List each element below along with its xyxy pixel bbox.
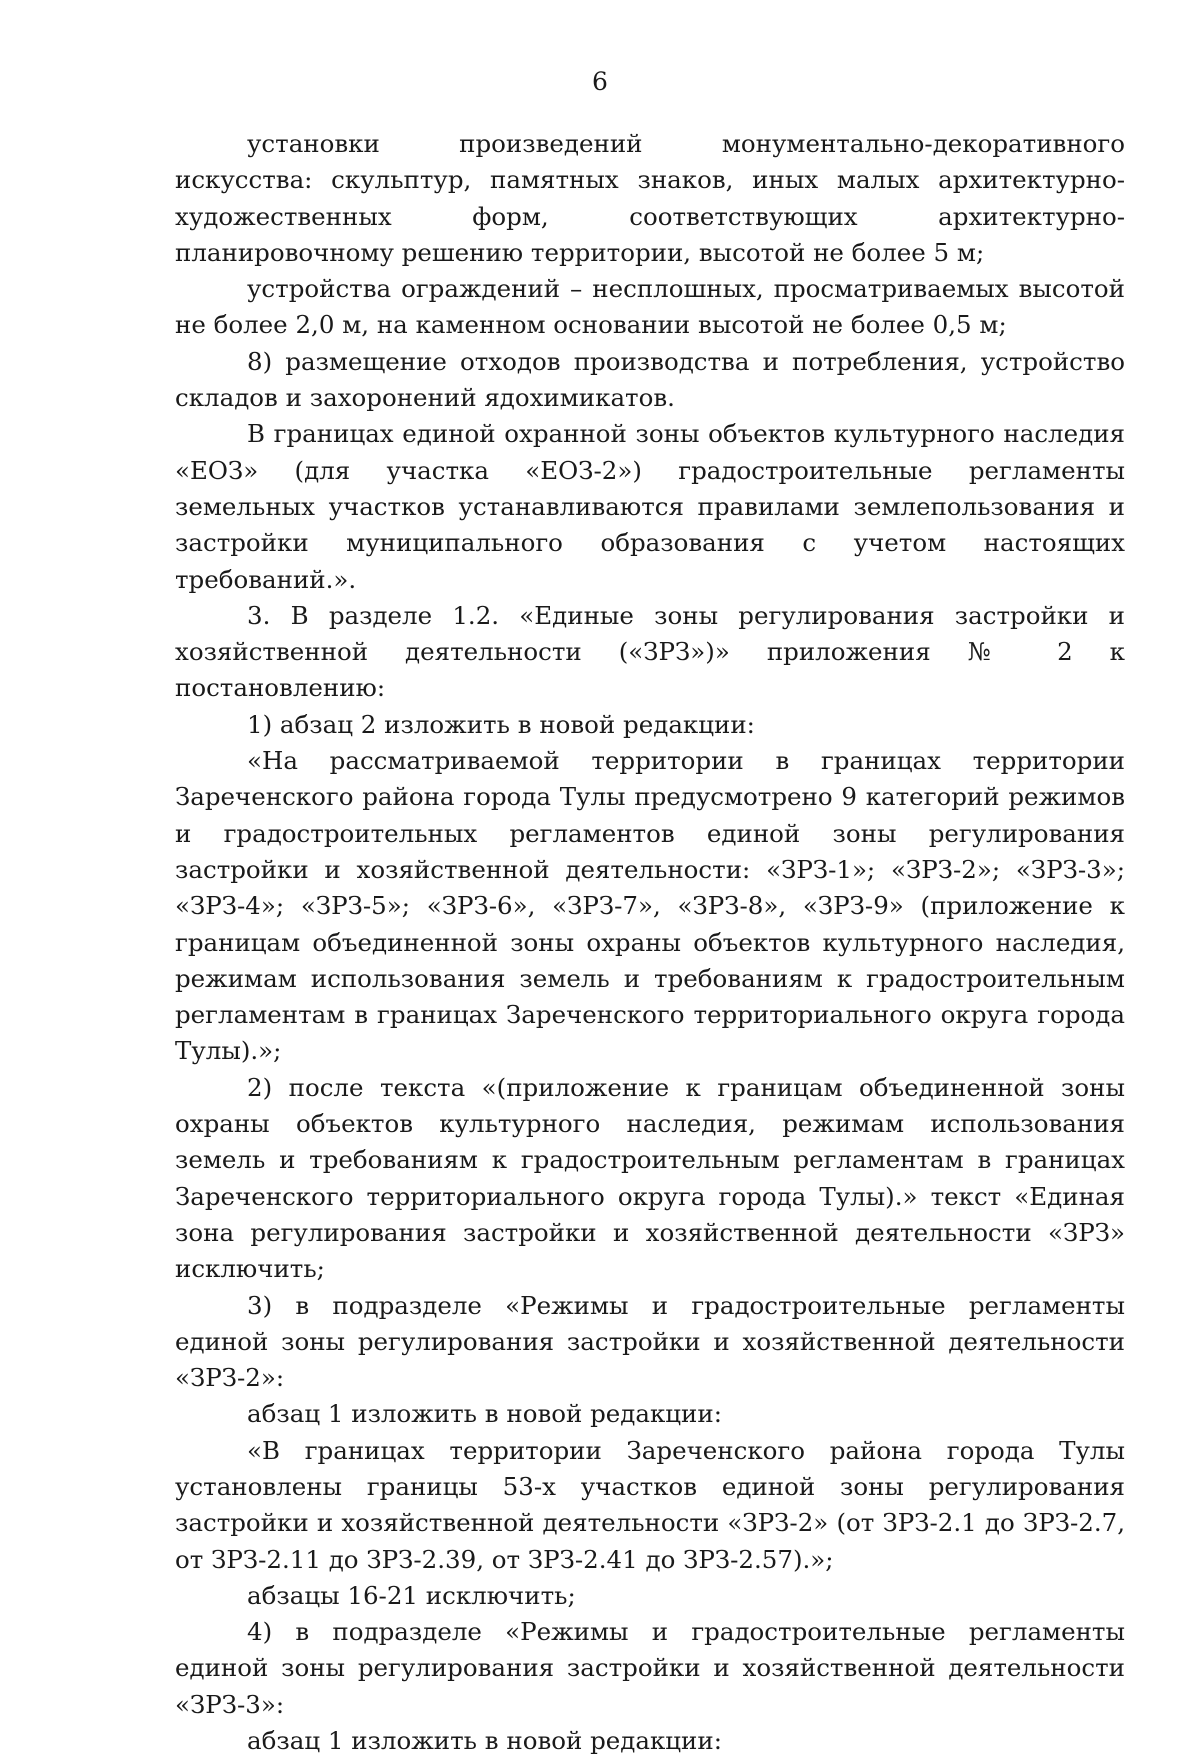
paragraph: 8) размещение отходов производства и потребления, устройство складов и захоронений ядохимикатов. — [175, 346, 1125, 413]
paragraph: абзацы 16-21 исключить; — [247, 1580, 576, 1610]
paragraph: «На рассматриваемой территории в границах территории Зареченского района города Тулы предусмотрено 9 категорий режимов и градостроительных регламентов единой зоны регулирования застройки и хозяйственной деятельности: «ЗРЗ-1»; «ЗРЗ-2»; «ЗРЗ-3»; «ЗРЗ-4»; «ЗРЗ-5»; «ЗРЗ-6», «ЗРЗ-7», «ЗРЗ-8», «ЗРЗ-9» (приложение к границам объединенной зоны охраны объектов культурного наследия, режимам использования земель и требованиям к градостроительным регламентам в границах Зареченского территориального округа города Тулы).»; — [175, 746, 1125, 1066]
paragraph: 1) абзац 2 изложить в новой редакции: — [247, 709, 755, 739]
paragraph: 3) в подразделе «Режимы и градостроительные регламенты единой зоны регулирования застройки и хозяйственной деятельности «ЗРЗ-2»: — [175, 1290, 1125, 1393]
paragraph: установки произведений монументально-декоративного искусства: скульптур, памятных знаков, иных малых архитектурно-художественных форм, соответствующих архитектурно-планировочному решению территории, высотой не более 5 м; — [175, 129, 1125, 267]
paragraph: 4) в подразделе «Режимы и градостроительные регламенты единой зоны регулирования застройки и хозяйственной деятельности «ЗРЗ-3»: — [175, 1617, 1125, 1719]
paragraph: абзац 1 изложить в новой редакции: — [247, 1399, 722, 1429]
paragraph: абзац 1 изложить в новой редакции: — [247, 1726, 722, 1756]
page-number: 6 — [592, 67, 608, 96]
paragraph: 2) после текста «(приложение к границам объединенной зоны охраны объектов культурного наследия, режимам использования земель и требованиям к градостроительным регламентам в границах Зареченского территориального округа города Тулы).» текст «Единая зона регулирования застройки и хозяйственной деятельности «ЗРЗ» исключить; — [175, 1072, 1125, 1284]
paragraph: устройства ограждений – несплошных, просматриваемых высотой не более 2,0 м, на каменном основании высотой не более 0,5 м; — [175, 274, 1125, 340]
paragraph: 3. В разделе 1.2. «Единые зоны регулирования застройки и хозяйственной деятельности («ЗРЗ»)» приложения № 2 к постановлению: — [175, 600, 1125, 703]
paragraph: «В границах территории Зареченского района города Тулы установлены границы 53-х участков единой зоны регулирования застройки и хозяйственной деятельности «ЗРЗ-2» (от ЗРЗ-2.1 до ЗРЗ-2.7, от ЗРЗ-2.11 до ЗРЗ-2.39, от ЗРЗ-2.41 до ЗРЗ-2.57).»; — [175, 1435, 1125, 1574]
paragraph: В границах единой охранной зоны объектов культурного наследия «ЕОЗ» (для участка «ЕОЗ-2») градостроительные регламенты земельных участков устанавливаются правилами землепользования и застройки муниципального образования с учетом настоящих требований.». — [175, 419, 1125, 594]
document-body — [175, 126, 1125, 1759]
